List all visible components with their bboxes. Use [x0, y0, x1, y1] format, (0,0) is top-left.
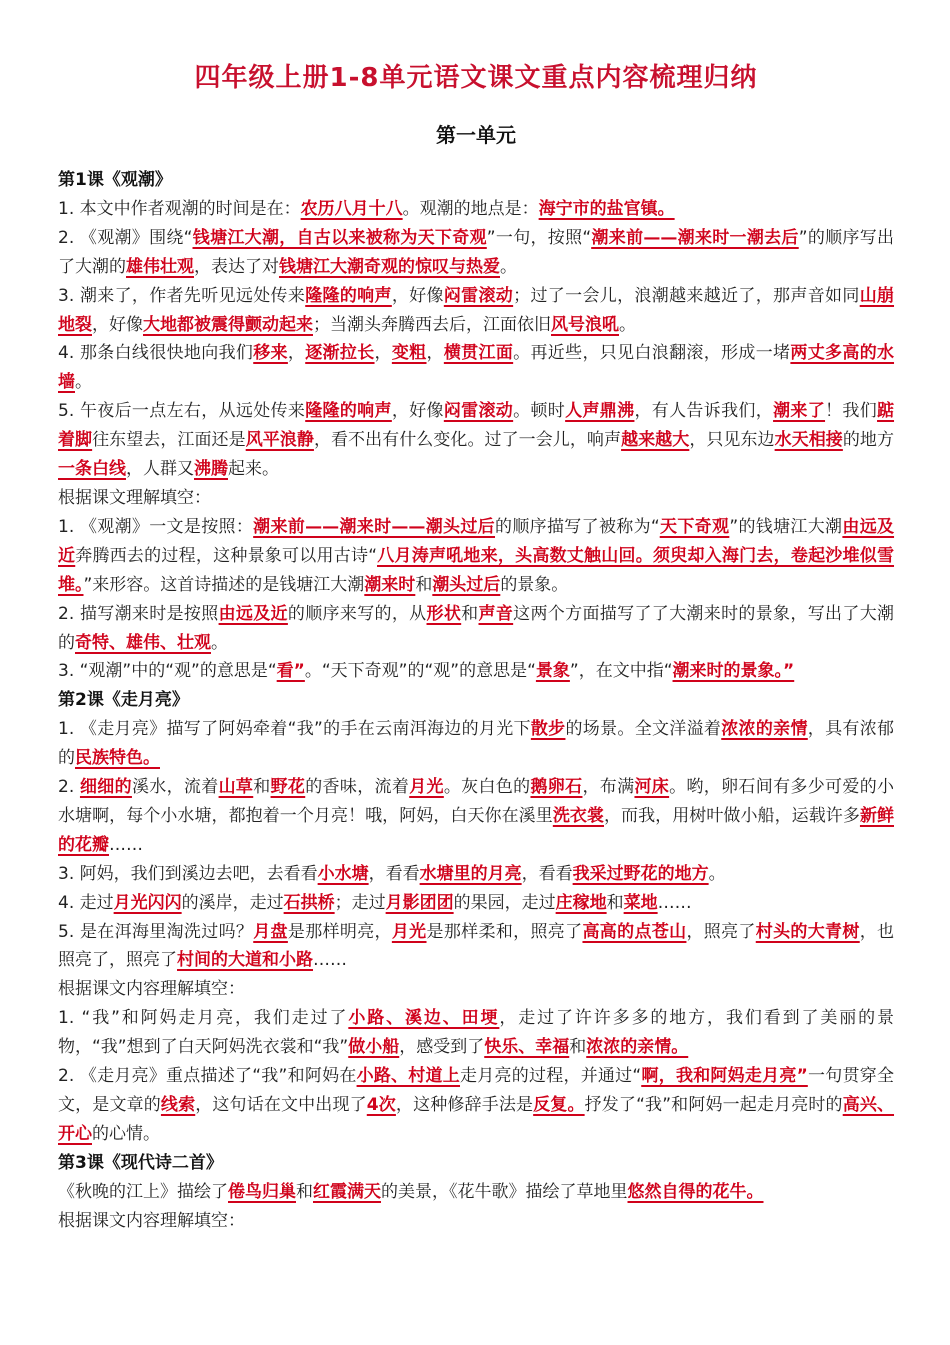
text-segment: 一句贯穿全文，是文章的	[58, 1066, 895, 1115]
text-segment: ，布满	[582, 777, 635, 798]
key-answer-highlight: 小路、村道上	[356, 1066, 461, 1087]
text-segment: ，	[287, 343, 306, 364]
key-answer-highlight: 奇特、雄伟、壮观	[75, 632, 211, 653]
key-answer-highlight: 野花	[270, 777, 306, 798]
text-segment: 的地方	[842, 430, 894, 451]
paragraph	[58, 195, 894, 224]
key-answer-highlight: 河床	[634, 777, 670, 798]
paragraph	[58, 918, 894, 976]
text-segment: 的果园，走过	[453, 892, 556, 913]
text-segment: ；走过	[334, 892, 386, 913]
key-answer-highlight: 钱塘江大潮奇观的惊叹与热爱	[279, 256, 500, 277]
key-answer-highlight: 闷雷滚动	[443, 285, 514, 306]
text-segment: ，这句话在文中出现了	[195, 1095, 367, 1115]
text-segment: 。再近些，只见白浪翻滚，形成一堵	[513, 343, 791, 364]
key-answer-highlight: 水天相接	[774, 430, 843, 451]
text-segment: 5. 是在洱海里淘洗过吗？	[58, 921, 254, 942]
paragraph	[58, 657, 894, 686]
key-answer-highlight: 洗衣裳	[552, 805, 604, 826]
text-segment: 往东望去，江面还是	[92, 430, 246, 451]
key-answer-highlight: 由远及近	[58, 516, 895, 566]
text-segment: 。	[75, 372, 92, 393]
key-answer-highlight: 石拱桥	[283, 892, 335, 913]
key-answer-highlight: 变粗	[391, 343, 427, 364]
paragraph	[58, 860, 894, 889]
text-segment: ；过了一会儿，浪潮越来越近了，那声音如同	[513, 285, 860, 306]
text-segment: ，看不出有什么变化。过了一会儿，响声	[313, 430, 622, 451]
text-segment: 的溪岸，走过	[181, 892, 284, 913]
key-answer-highlight: 农历八月十八	[300, 198, 403, 219]
key-answer-highlight: 月光	[409, 777, 444, 798]
text-segment: 的场景。全文洋溢着	[565, 719, 722, 740]
key-answer-highlight: 村间的大道和小路	[177, 950, 313, 971]
paragraph	[58, 600, 894, 658]
key-answer-highlight: 月盘	[253, 921, 288, 942]
key-answer-highlight: 红霞满天	[313, 1181, 381, 1202]
text-segment: ！我们	[825, 401, 878, 422]
text-segment: 1. “我”和阿妈走月亮，我们走过了	[58, 1008, 349, 1029]
text-segment: 和	[415, 574, 433, 595]
text-segment: ，也照亮了，照亮了	[58, 921, 895, 971]
text-segment: 2. 描写潮来时是按照	[58, 603, 219, 624]
text-segment: ，而我，用树叶做小船，运载许多	[604, 805, 860, 826]
key-answer-highlight: 潮头过后	[432, 574, 501, 595]
paragraph	[58, 773, 894, 860]
text-segment: 和	[461, 603, 479, 624]
text-segment: 4. 那条白线很快地向我们	[58, 343, 254, 364]
text-segment: 。哟，卵石间有多少可爱的小水塘啊，每个小水塘，都抱着一个月亮！哦，阿妈，白天你在溪里	[58, 777, 895, 826]
text-segment: 1. 本文中作者观潮的时间是在：	[58, 198, 301, 219]
key-answer-highlight: 钱塘江大潮，自古以来被称为天下奇观	[192, 227, 487, 248]
key-answer-highlight: 庄稼地	[555, 892, 607, 913]
key-answer-highlight: 小水塘	[317, 863, 369, 884]
section-subheading: 根据课文内容理解填空：	[58, 979, 245, 1000]
text-segment: 。“天下奇观”的“观”的意思是“	[304, 661, 536, 682]
text-segment: ，表达了对	[194, 256, 279, 277]
key-answer-highlight: 景象	[535, 661, 570, 682]
text-segment: ；当潮头奔腾西去后，江面依旧	[313, 314, 551, 335]
key-answer-highlight: 潮来时的景象。”	[672, 661, 795, 682]
section-subheading: 根据课文理解填空：	[58, 487, 211, 508]
key-answer-highlight: 声音	[478, 603, 514, 624]
unit-heading: 第一单元	[436, 123, 516, 147]
key-answer-highlight: 小路、溪边、田埂	[348, 1008, 500, 1029]
text-segment: ，	[374, 343, 392, 364]
text-segment: 溪水，流着	[131, 777, 219, 798]
text-segment: 5. 午夜后一点左右，从远处传来	[58, 401, 306, 422]
paragraph	[58, 397, 894, 484]
key-answer-highlight: 形状	[426, 603, 462, 624]
key-answer-highlight: 浓浓的亲情。	[586, 1037, 689, 1058]
document-body	[58, 166, 894, 1236]
text-segment: 的香味，流着	[305, 777, 410, 798]
text-segment: ，这种修辞手法是	[395, 1095, 534, 1115]
key-answer-highlight: 月影团团	[385, 892, 454, 913]
key-answer-highlight: 越来越大	[621, 430, 690, 451]
key-answer-highlight: 浓浓的亲情	[721, 719, 808, 740]
key-answer-highlight: 村头的大青树	[755, 921, 860, 942]
text-segment: ”的顺序写出了大潮的	[58, 227, 894, 277]
text-segment: ……	[657, 892, 692, 913]
key-answer-highlight: 水塘里的月亮	[419, 863, 522, 884]
key-answer-highlight: 看”	[276, 661, 305, 682]
text-segment: 1. 《走月亮》描写了阿妈牵着“我”的手在云南洱海边的月光下	[58, 719, 531, 740]
text-segment: 的顺序描写了被称为“	[495, 516, 660, 537]
key-answer-highlight: 高兴、开心	[58, 1095, 895, 1144]
text-segment: 《秋晚的江上》描绘了	[58, 1181, 228, 1202]
text-segment: 3. 潮来了，作者先听见远处传来	[58, 285, 306, 306]
key-answer-highlight: 细细的	[79, 777, 132, 798]
key-answer-highlight: 两丈多高的水墙	[58, 343, 895, 393]
paragraph	[58, 889, 894, 918]
lesson-heading: 第2课《走月亮》	[58, 690, 189, 711]
key-answer-highlight: 山草	[218, 777, 254, 798]
text-segment: ，	[426, 343, 444, 364]
text-segment: 的美景，《花牛歌》描绘了草地里	[381, 1181, 628, 1202]
key-answer-highlight: 啊，我和阿妈走月亮”	[641, 1066, 808, 1087]
text-segment: 2.	[58, 777, 80, 798]
key-answer-highlight: 海宁市的盐官镇。	[538, 198, 675, 219]
key-answer-highlight: 散步	[530, 719, 566, 740]
key-answer-highlight: 隆隆的响声	[305, 285, 392, 306]
paragraph	[58, 1178, 894, 1207]
key-answer-highlight: 月光闪闪	[113, 892, 182, 913]
text-segment: 和	[296, 1181, 313, 1202]
paragraph	[58, 1004, 894, 1062]
key-answer-highlight: 潮来了	[773, 401, 826, 422]
lesson-heading: 第3课《现代诗二首》	[58, 1152, 223, 1173]
paragraph	[58, 282, 894, 340]
text-segment: ，只见东边	[689, 430, 775, 451]
text-segment: ，照亮了	[686, 921, 756, 942]
text-segment: ”，在文中指“	[569, 661, 673, 682]
text-segment: ”来形容。这首诗描述的是钱塘江大潮	[83, 574, 365, 595]
text-segment: 和	[253, 777, 271, 798]
text-segment: ，好像	[391, 401, 444, 422]
text-segment: ，看看	[521, 863, 573, 884]
key-answer-highlight: 风平浪静	[245, 430, 314, 451]
section-subheading: 根据课文内容理解填空：	[58, 1210, 245, 1231]
text-segment: 2. 《观潮》围绕“	[58, 227, 193, 248]
text-segment: 是那样柔和，照亮了	[426, 921, 583, 942]
text-segment: 的景象。	[500, 574, 569, 595]
text-segment: ，具有浓郁的	[58, 719, 895, 769]
text-segment: 3. 阿妈，我们到溪边去吧，去看看	[58, 863, 318, 884]
key-answer-highlight: 潮来前——潮来时一潮去后	[591, 227, 799, 248]
paragraph	[58, 1062, 894, 1149]
text-segment: 3. “观潮”中的“观”的意思是“	[58, 661, 277, 682]
key-answer-highlight: 民族特色。	[75, 748, 160, 769]
text-segment: 奔腾西去的过程，这种景象可以用古诗“	[75, 545, 378, 566]
text-segment: ，感受到了	[399, 1037, 485, 1058]
lesson-heading: 第1课《观潮》	[58, 170, 172, 190]
paragraph	[58, 513, 894, 600]
key-answer-highlight: 鹅卵石	[530, 777, 583, 798]
key-answer-highlight: 人声鼎沸	[565, 401, 635, 422]
text-segment: ，人群又	[126, 459, 194, 480]
text-segment: ”一句，按照“	[486, 227, 592, 248]
key-answer-highlight: 菜地	[623, 892, 658, 913]
text-segment: ，走过了许许多多的地方，我们看到了美丽的景物，“我”想到了白天阿妈洗衣裳和“我”	[58, 1008, 894, 1058]
text-segment: 这两个方面描写了了大潮来时的景象，写出了大潮的	[58, 603, 895, 653]
key-answer-highlight: 风号浪吼	[551, 314, 619, 335]
text-segment: 。	[211, 632, 228, 653]
text-segment: 是那样明亮，	[287, 921, 392, 942]
text-segment: ，有人告诉我们，	[634, 401, 774, 422]
text-segment: 。观潮的地点是：	[402, 198, 539, 219]
key-answer-highlight: 移来	[253, 343, 288, 364]
key-answer-highlight: 快乐、幸福	[484, 1037, 570, 1058]
text-segment: 走月亮的过程，并通过“	[460, 1066, 642, 1087]
key-answer-highlight: 潮来前——潮来时——潮头过后	[253, 516, 496, 537]
text-segment: ”的钱塘江大潮	[729, 516, 843, 537]
key-answer-highlight: 线索	[160, 1095, 196, 1115]
text-segment: ，好像	[391, 285, 444, 306]
key-answer-highlight: 潮来时	[364, 574, 416, 595]
key-answer-highlight: 雄伟壮观	[126, 256, 194, 277]
key-answer-highlight: 沸腾	[194, 459, 228, 480]
text-segment: ……	[109, 834, 143, 855]
text-segment: 。灰白色的	[443, 777, 531, 798]
text-segment: 和	[569, 1037, 587, 1058]
key-answer-highlight: 一条白线	[58, 459, 126, 480]
key-answer-highlight: 大地都被震得颤动起来	[143, 314, 313, 335]
key-answer-highlight: 逐渐拉长	[305, 343, 375, 364]
text-segment: 。	[708, 863, 726, 884]
key-answer-highlight: 反复。	[533, 1095, 585, 1115]
text-segment: ……	[313, 950, 347, 971]
text-segment: 4. 走过	[58, 892, 114, 913]
text-segment: 的顺序来写的，从	[287, 603, 427, 624]
key-answer-highlight: 八月涛声吼地来，头高数丈触山回。须臾却入海门去，卷起沙堆似雪堆。	[58, 545, 895, 595]
text-segment: 和	[606, 892, 624, 913]
text-segment: 1. 《观潮》一文是按照：	[58, 516, 254, 537]
text-segment: 。	[619, 314, 636, 335]
text-segment: 起来。	[228, 459, 279, 480]
key-answer-highlight: 新鲜的花瓣	[58, 805, 894, 855]
text-segment: 的心情。	[92, 1123, 160, 1144]
key-answer-highlight: 我采过野花的地方	[572, 863, 709, 884]
paragraph	[58, 224, 894, 282]
paragraph	[58, 339, 894, 397]
key-answer-highlight: 4次	[366, 1095, 396, 1115]
key-answer-highlight: 天下奇观	[659, 516, 730, 537]
text-segment: 2. 《走月亮》重点描述了“我”和阿妈在	[58, 1066, 357, 1087]
text-segment: 。顿时	[513, 401, 566, 422]
key-answer-highlight: 倦鸟归巢	[228, 1181, 296, 1202]
key-answer-highlight: 隆隆的响声	[305, 401, 392, 422]
text-segment: ，好像	[92, 314, 143, 335]
document-title: 四年级上册1-8单元语文课文重点内容梳理归纳	[194, 63, 758, 93]
text-segment: ，看看	[368, 863, 420, 884]
key-answer-highlight: 踮着脚	[58, 401, 895, 451]
key-answer-highlight: 高高的点苍山	[582, 921, 687, 942]
key-answer-highlight: 横贯江面	[443, 343, 514, 364]
key-answer-highlight: 山崩地裂	[58, 285, 895, 335]
key-answer-highlight: 月光	[391, 921, 427, 942]
text-segment: 抒发了“我”和阿妈一起走月亮时的	[584, 1095, 843, 1115]
key-answer-highlight: 做小船	[348, 1037, 400, 1058]
paragraph	[58, 715, 894, 773]
key-answer-highlight: 由远及近	[218, 603, 288, 624]
key-answer-highlight: 闷雷滚动	[443, 401, 514, 422]
key-answer-highlight: 悠然自得的花牛。	[627, 1181, 764, 1202]
text-segment: 。	[500, 256, 517, 277]
